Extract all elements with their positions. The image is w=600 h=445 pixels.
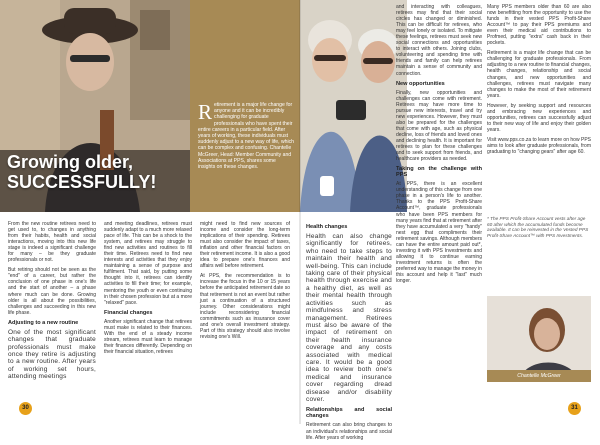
col5-para-3: At PPS, there is an excellent understanding of this change from one phase in a person's life to another. Thanks to the PPS Profit-Share Account™, graduate professionals who have been PPS members for many years find that at retirement after they have accumulated a very "handy" nest egg that compliments their retirement savings. Although members can have the entire amount paid out*, investing it with PPS Investments and allowing it to continue earning investment returns is often the preferred way to manage the money in this account and help it "last" much longer. [396,181,482,285]
col5-heading-pps: Taking on the challenge with PPS [396,166,482,179]
headline-line-1: Growing older, [7,152,134,172]
photo-elderly-couple-illustration [300,0,407,212]
col5-heading-opportunities: New opportunities [396,80,445,87]
column-2 [104,221,192,359]
col6-para-4: Visit www.pps.co.za to learn more on how PPS aims to look after graduate professionals, from graduating to "changing gears" after age 60. [487,136,591,156]
col5-para-1: and interacting with colleagues, retirees may find that their social circles has changed or diminished. This can be difficult for retirees, who may feel lonely or isolated. To mitigate these feelings, retirees must seek new social connections and opportunities to interact with others. Joining clubs, volunteering and spending time with friends and family can help retirees maintain a sense of community and connection. [396,4,482,77]
intro-box [190,0,300,212]
headline [7,152,190,192]
column-6 [487,4,591,159]
intro-text: etirement is a major life change for anyone and it can be incredibly challenging for graduate professionals who have spent their entire careers in a particular field. After years of working, these individuals must suddenly adjust to a new way of life, which can be complex and confusing. Chantelle McGreer, Head: Member Community and Associations at PPS, shares some insights on these changes. [198,102,294,171]
col4-heading-health: Health changes [306,224,348,230]
col4-heading-relationships: Relationships and social changes [306,407,392,420]
page-gutter [299,0,301,424]
column-1 [8,221,96,385]
photo-elderly-couple [300,0,407,212]
col2-para-2: Another significant change that retirees must make is related to their finances. With the end of a steady income stream, retirees must learn to manage their finances differently. Depending on their financial situation, retirees [104,318,192,355]
page-number-left: 30 [19,402,32,415]
col3-para-2: At PPS, the recommendation is to increase the focus in the 10 or 15 years before the anticipated retirement date so that retirement is not an event but rather just a continuation of a structured journey. Other considerations might include reconsidering financial commitments such as insurance cover and one's overall investment strategy. Part of this strategy should also involve revising one's Will. [200,273,290,340]
col6-para-2: Retirement is a major life change that can be challenging for graduate professionals. From adjusting to a new routine to financial changes, health changes, relationship and social changes, and new opportunities and challenges, retirees must navigate many changes to make the most of their retirement years. [487,50,591,99]
page-number-right: 31 [568,402,581,415]
drop-cap: R [198,100,213,124]
col3-para-1: might need to find new sources of income and consider the long-term implications of their spending. Retirees must also consider the impact of taxes, inflation and other financial factors on their retirement income. It is also a good idea to prepare one's finances and affairs well before retirement. [200,221,290,270]
col4-para-2: Retirement can also bring changes to an individual's relationships and social life. After years of working [306,422,392,441]
col5-para-2: Finally, new opportunities and challenges can come with retirement. Retirees may have more time to pursue new interests, travel and try new experiences. However, they must also be prepared for the challenges that come with age, such as physical decline, loss of friends and loved ones and declining health. It is important for retirees to plan for these challenges and to seek support from friends, and healthcare providers as needed. [396,89,482,163]
column-3 [200,221,290,344]
portrait-caption: Chantelle McGreer [487,370,591,382]
col2-para-1: and meeting deadlines, retirees must suddenly adapt to a much more relaxed pace of life. This can be a shock to the system, and retirees may struggle to find new activities and routines to fill their time. Retirees need to find new interests and activities that they enjoy maintaining a sense of purpose and fulfilment. That said, by putting some thought into it, retirees can identify activities to fill their time; for example, mentoring the youth or even continuing in their chosen profession but at a more "relaxed" pace. [104,221,192,306]
col1-para-2: But retiring should not be seen as the "end" of a career, but rather the conclusion of one phase in one's life and the start of another – a phase where much can be done. Growing older is all about the possibilities, challenges and succeeding in this new life phase. [8,267,96,316]
col1-heading-adjusting: Adjusting to a new routine [8,319,79,326]
col4-para-1: Health can also change significantly for retirees, who need to take steps to maintain their health and well-being. This can include taking care of their physical health through exercise and a healthy diet, as well as their mental health through activities such as mindfulness and stress management. Retirees must also be aware of the impact of retirement on their health insurance coverage and any costs associated with medical care. It would be a good idea to review both one's medical and insurance cover regarding dread disease and/or disability cover. [306,233,392,403]
column-4 [306,221,392,445]
col2-heading-financial: Financial changes [104,309,153,316]
col6-para-1: Many PPS members older than 60 are also now benefitting from the opportunity to use the funds in their vested PPS Profit-Share Account™ to pay their PPS premiums and even their medical aid contributions to Profmed, putting "extra" cash back in their pockets. [487,4,591,47]
column-5 [396,4,482,288]
col1-para-1: From the new routine retirees need to get used to, to changes in anything from their habits, health and social interactions, moving into this new life stage is indeed a significant challenge for many – be they graduate professionals or not. [8,221,96,264]
headline-line-2: SUCCESSFULLY! [7,172,157,192]
footnote: * The PPS Profit-Share Account vests after age 60 after which the accumulated funds become available. It can be reinvested in the Vested PPS Profit-Share Account™ with PPS Investments. [487,216,589,238]
intro-text-block [198,102,294,170]
col1-para-3: One of the most significant changes that graduate professionals must make once they retire is adjusting to a new routine. After years of working set hours, attending meetings [8,328,96,381]
portrait-chantelle [487,296,591,382]
photo-elderly-woman [0,0,190,212]
col6-para-3: However, by seeking support and resources and embracing new experiences and opportunities, retirees can successfully adjust to their new way of life and enjoy their golden years. [487,102,591,133]
